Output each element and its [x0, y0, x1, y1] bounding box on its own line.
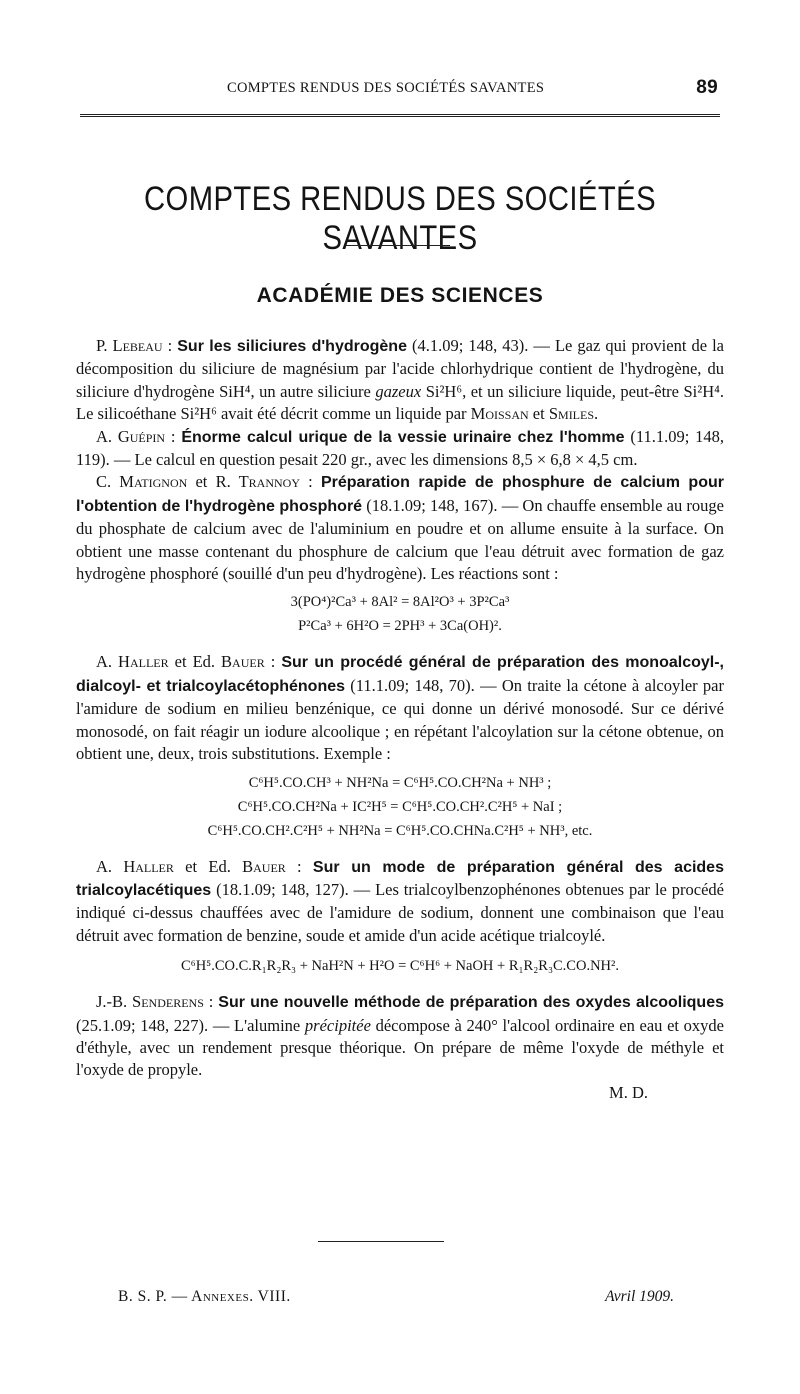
- entry-italic: précipitée: [304, 1015, 371, 1035]
- entry-separator: :: [165, 426, 182, 446]
- entry-haller-2: [76, 856, 724, 948]
- entry-title: Sur un mode de préparation général des acides trialcoylacétiques: [76, 858, 724, 899]
- entry-text: et: [187, 472, 216, 492]
- entry-text: (11.1.09; 148, 119). — Le calcul en question pesait 220 gr., avec les dimensions 8,5 × 6,8 × 4,5 cm.: [76, 426, 724, 470]
- entry-text: décompose à 240° l'alcool ordinaire en eau et oxyde d'éthyle, avec un rendement presque théorique. On prépare de même l'oxyde de méthyle et l'oxyde de propyle.: [76, 1015, 725, 1080]
- running-title: COMPTES RENDUS DES SOCIÉTÉS SAVANTES: [227, 80, 545, 96]
- entry-senderens: [76, 991, 724, 1082]
- chemical-equation: P²Ca³ + 6H²O = 2PH³ + 3Ca(OH)².: [298, 618, 502, 635]
- section-title: ACADÉMIE DES SCIENCES: [256, 284, 544, 307]
- running-head: [80, 78, 720, 100]
- entry-title: Sur un procédé général de préparation des monoalcoyl-, dialcoyl- et trialcoylacétophénones: [76, 654, 724, 695]
- signature: M. D.: [609, 1082, 648, 1102]
- entry-author: A. Haller: [96, 652, 169, 672]
- chemical-equation: C⁶H⁵.CO.CH².C²H⁵ + NH²Na = C⁶H⁵.CO.CHNa.C²H⁵ + NH³, etc.: [207, 822, 593, 839]
- entry-haller-1: [76, 651, 724, 765]
- entry-author: Bauer: [242, 856, 286, 876]
- main-title: COMPTES RENDUS DES SOCIÉTÉS SAVANTES: [143, 180, 657, 257]
- footer-rule: [318, 1241, 444, 1242]
- entry-text: (18.1.09; 148, 167). — On chauffe ensemble au rouge du phosphate de calcium avec de l'aluminium en poudre et on allume ensuite à la surface. On obtient une masse contenant du phosphure de calcium que l'eau détruit avec formation de gaz hydrogène phosphoré (souillé d'un peu d'hydrogène). Les réactions sont :: [76, 495, 724, 584]
- entry-text: et: [528, 404, 549, 424]
- cited-author: Smiles: [548, 404, 595, 424]
- entry-author: P. Lebeau: [96, 336, 163, 355]
- chemical-equation: C⁶H⁵.CO.CH³ + NH²Na = C⁶H⁵.CO.CH²Na + NH³ ;: [248, 774, 552, 791]
- entry-author: C. Matignon: [96, 472, 188, 492]
- chemical-equation: 3(PO⁴)²Ca³ + 8Al² = 8Al²O³ + 3P²Ca³: [290, 594, 510, 611]
- entry-author: R. Trannoy: [215, 472, 300, 492]
- entry-separator: :: [203, 992, 219, 1012]
- entry-title: Sur une nouvelle méthode de préparation des oxydes alcooliques: [218, 994, 725, 1012]
- article-body: [76, 335, 724, 1104]
- formula-block: [76, 772, 724, 842]
- entry-text: Si²H⁶, et un siliciure liquide, peut-être Si²H⁴. Le silicoéthane Si²H⁶ avait été décrit comme un liquide par: [76, 381, 725, 424]
- header-rule: [80, 114, 720, 117]
- entry-title: Préparation rapide de phosphure de calcium pour l'obtention de l'hydrogène phosphoré: [76, 474, 724, 515]
- footer-publication: B. S. P. — Annexes. VIII.: [118, 1288, 291, 1305]
- entry-author: Bauer: [221, 652, 265, 672]
- entry-author: A. Haller: [96, 856, 174, 876]
- entry-separator: :: [264, 652, 282, 672]
- chemical-equation: C⁶H⁵.CO.C.R₁R₂R₃ + NaH²N + H²O = C⁶H⁶ + NaOH + R₁R₂R₃C.CO.NH².: [180, 958, 619, 975]
- entry-guepin: [76, 426, 724, 472]
- footer-date: Avril 1909.: [605, 1288, 674, 1305]
- entry-text: (4.1.09; 148, 43). — Le gaz qui provient de la décomposition du siliciure de magnésium par l'acide chlorhydrique contient de l'hydrogène, du siliciure d'hydrogène SiH⁴, un autre siliciure: [76, 336, 724, 401]
- formula-block: [76, 955, 724, 977]
- title-rule: [346, 245, 450, 246]
- chemical-equation: C⁶H⁵.CO.CH²Na + IC²H⁵ = C⁶H⁵.CO.CH².C²H⁵ + NaI ;: [237, 798, 563, 815]
- entry-text: (25.1.09; 148, 227). — L'alumine: [76, 1015, 305, 1035]
- entry-author: A. Guépin: [96, 426, 166, 446]
- entry-author: J.-B. Senderens: [96, 992, 204, 1012]
- entry-lebeau: [76, 335, 724, 426]
- page-number: 89: [696, 77, 718, 98]
- entry-text: et Ed.: [173, 856, 243, 876]
- formula-block: [76, 591, 724, 637]
- entry-separator: :: [162, 336, 178, 355]
- entry-text: (11.1.09; 148, 70). — On traite la cétone à alcoyler par l'amidure de sodium en milieu benzénique, ce qui donne un dérivé monosodé. Sur ce dérivé monosodé, on fait réagir un iodure alcoolique ; en répétant l'alcoylation sur la cétone obtenue, on obtient une, deux, trois substitutions. Exemple :: [76, 675, 724, 764]
- entry-matignon: [76, 471, 724, 585]
- entry-separator: :: [285, 856, 313, 876]
- entry-text: (18.1.09; 148, 127). — Les trialcoylbenzophénones obtenues par le procédé indiqué ci-dessus chauffées avec de l'amidure de sodium, donnent une combinaison que l'eau détruit avec formation de benzine, soude et amide d'un acide acétique trialcoylé.: [76, 879, 724, 945]
- entry-italic: gazeux: [375, 381, 422, 401]
- cited-author: Moissan: [470, 404, 529, 424]
- entry-text: et Ed.: [168, 652, 222, 672]
- entry-title: Énorme calcul urique de la vessie urinaire chez l'homme: [181, 428, 625, 446]
- entry-text: .: [594, 404, 599, 424]
- entry-title: Sur les siliciures d'hydrogène: [177, 338, 407, 355]
- entry-separator: :: [300, 472, 321, 492]
